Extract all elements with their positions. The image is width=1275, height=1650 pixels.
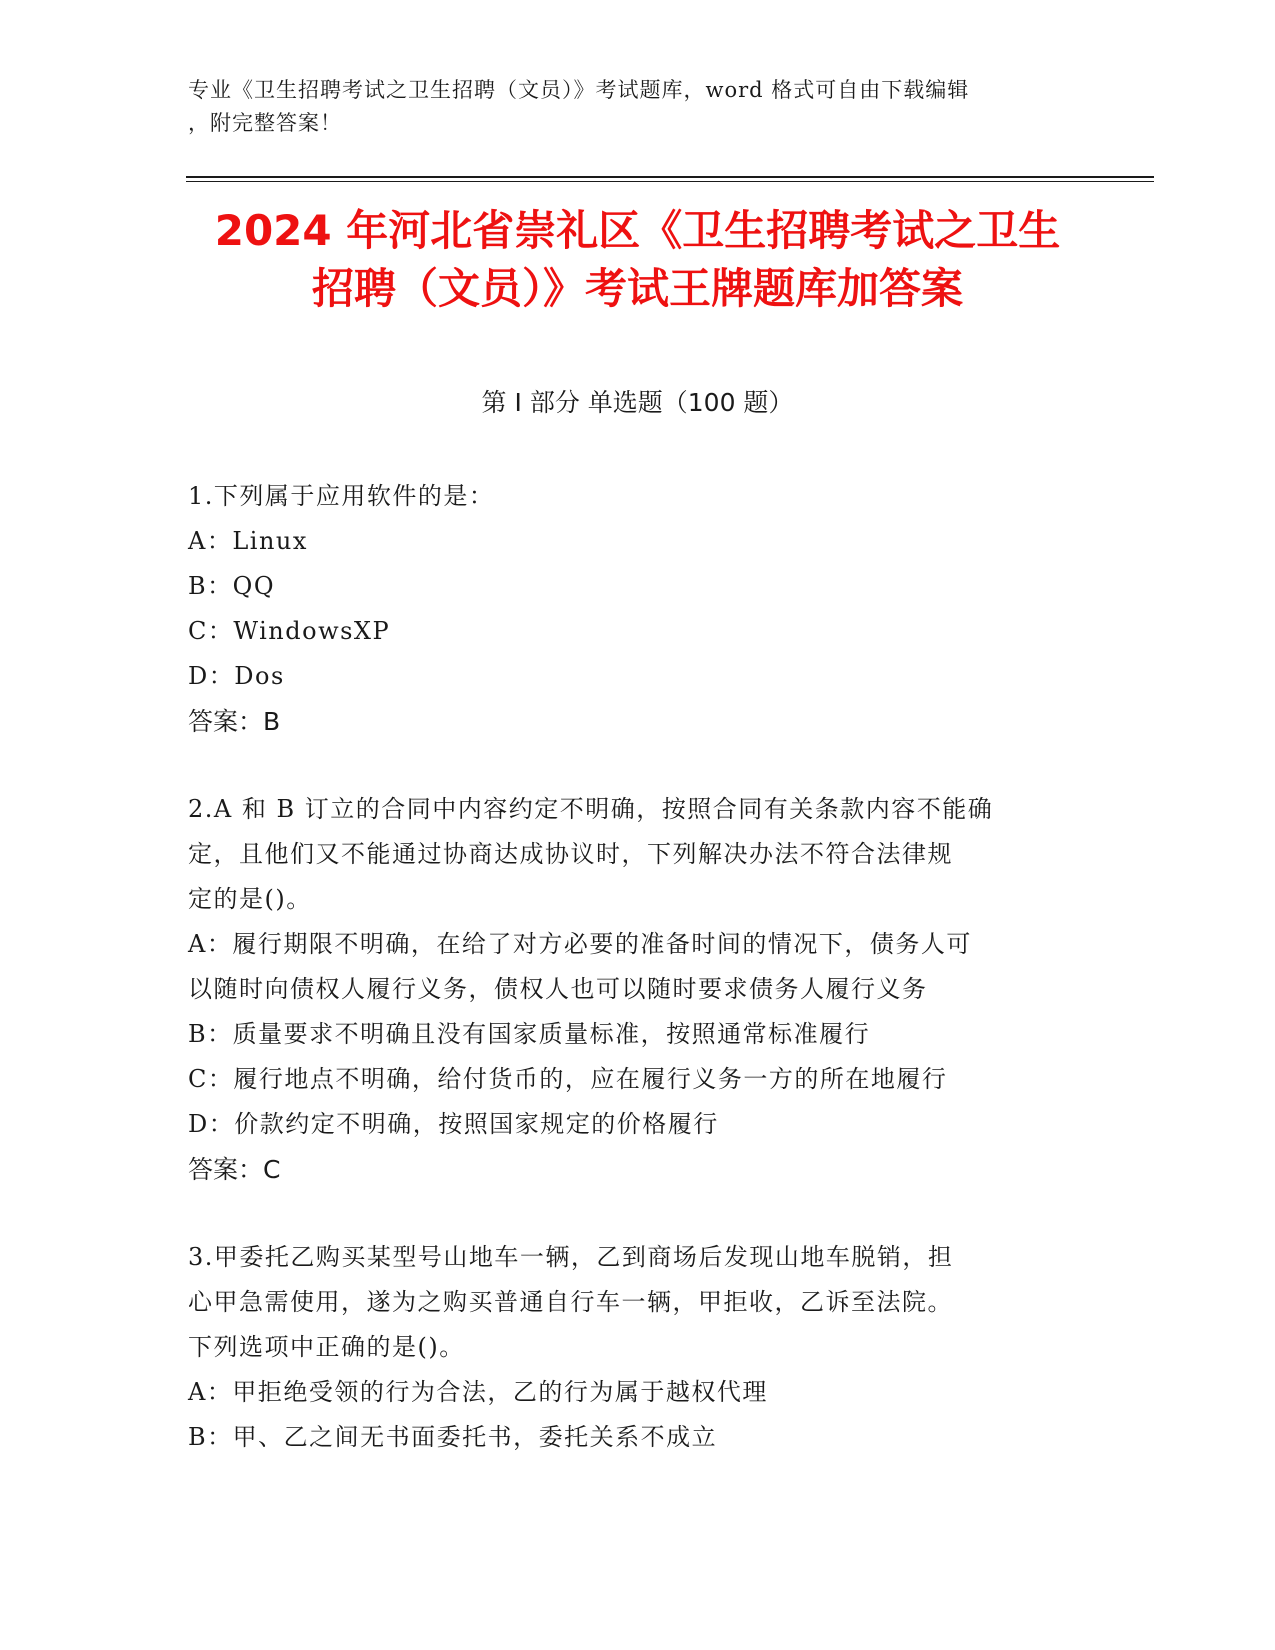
title-line-1: 2024 年河北省崇礼区《卫生招聘考试之卫生 bbox=[214, 206, 1061, 255]
option-b bbox=[188, 564, 1088, 609]
header-divider-thin bbox=[186, 181, 1154, 182]
option-a bbox=[188, 922, 1088, 1012]
option-text: Dos bbox=[234, 662, 285, 690]
answer-line: 答案：B bbox=[188, 707, 281, 736]
section-heading: 第 I 部分 单选题（100 题） bbox=[481, 388, 794, 417]
option-text: WindowsXP bbox=[233, 617, 391, 645]
option-label: A： bbox=[188, 527, 233, 555]
option-c bbox=[188, 609, 1088, 654]
option-label: D： bbox=[188, 662, 235, 690]
option-label: B： bbox=[188, 1423, 233, 1451]
question-stem-line-1: 2.A 和 B 订立的合同中内容约定不明确，按照合同有关条款内容不能确 bbox=[188, 795, 994, 823]
header-note-line-1: 专业《卫生招聘考试之卫生招聘（文员）》考试题库，word 格式可自由下载编辑 bbox=[188, 78, 970, 102]
question-list bbox=[188, 474, 1088, 1503]
document-title bbox=[150, 202, 1125, 318]
header-note bbox=[188, 74, 1088, 140]
option-d bbox=[188, 654, 1088, 699]
question-2 bbox=[188, 787, 1088, 1192]
option-text: QQ bbox=[232, 572, 275, 600]
question-1 bbox=[188, 474, 1088, 744]
option-text: 质量要求不明确且没有国家质量标准，按照通常标准履行 bbox=[232, 1020, 871, 1048]
option-text-line-2: 以随时向债权人履行义务，债权人也可以随时要求债务人履行义务 bbox=[188, 975, 928, 1003]
question-3 bbox=[188, 1235, 1088, 1460]
option-text: 甲、乙之间无书面委托书，委托关系不成立 bbox=[232, 1423, 718, 1451]
option-label: B： bbox=[188, 572, 233, 600]
option-a bbox=[188, 1370, 1088, 1415]
question-stem-line-1: 3.甲委托乙购买某型号山地车一辆，乙到商场后发现山地车脱销，担 bbox=[188, 1243, 954, 1271]
header-divider-thick bbox=[186, 176, 1154, 178]
option-text: 履行地点不明确，给付货币的，应在履行义务一方的所在地履行 bbox=[233, 1065, 948, 1093]
option-b bbox=[188, 1012, 1088, 1057]
option-label: D： bbox=[188, 1110, 235, 1138]
option-c bbox=[188, 1057, 1088, 1102]
option-text: 价款约定不明确，按照国家规定的价格履行 bbox=[234, 1110, 719, 1138]
header-note-line-2: ，附完整答案！ bbox=[188, 111, 342, 135]
question-stem: 1.下列属于应用软件的是： bbox=[188, 482, 495, 510]
answer-line: 答案：C bbox=[188, 1155, 281, 1184]
option-d bbox=[188, 1102, 1088, 1147]
question-stem-line-3: 定的是()。 bbox=[188, 885, 312, 913]
option-text-line-1: 履行期限不明确，在给了对方必要的准备时间的情况下，债务人可 bbox=[232, 930, 972, 958]
option-a bbox=[188, 519, 1088, 564]
option-label: A： bbox=[188, 1378, 233, 1406]
title-line-2: 招聘（文员）》考试王牌题库加答案 bbox=[311, 264, 963, 313]
option-b bbox=[188, 1415, 1088, 1460]
question-stem-line-2: 定，且他们又不能通过协商达成协议时，下列解决办法不符合法律规 bbox=[188, 840, 953, 868]
option-text: 甲拒绝受领的行为合法，乙的行为属于越权代理 bbox=[232, 1378, 768, 1406]
option-label: B： bbox=[188, 1020, 233, 1048]
option-label: A： bbox=[188, 930, 233, 958]
option-label: C： bbox=[188, 1065, 234, 1093]
option-text: Linux bbox=[232, 527, 308, 555]
question-stem-line-3: 下列选项中正确的是()。 bbox=[188, 1333, 465, 1361]
option-label: C： bbox=[188, 617, 234, 645]
question-stem-line-2: 心甲急需使用，遂为之购买普通自行车一辆，甲拒收，乙诉至法院。 bbox=[188, 1288, 953, 1316]
